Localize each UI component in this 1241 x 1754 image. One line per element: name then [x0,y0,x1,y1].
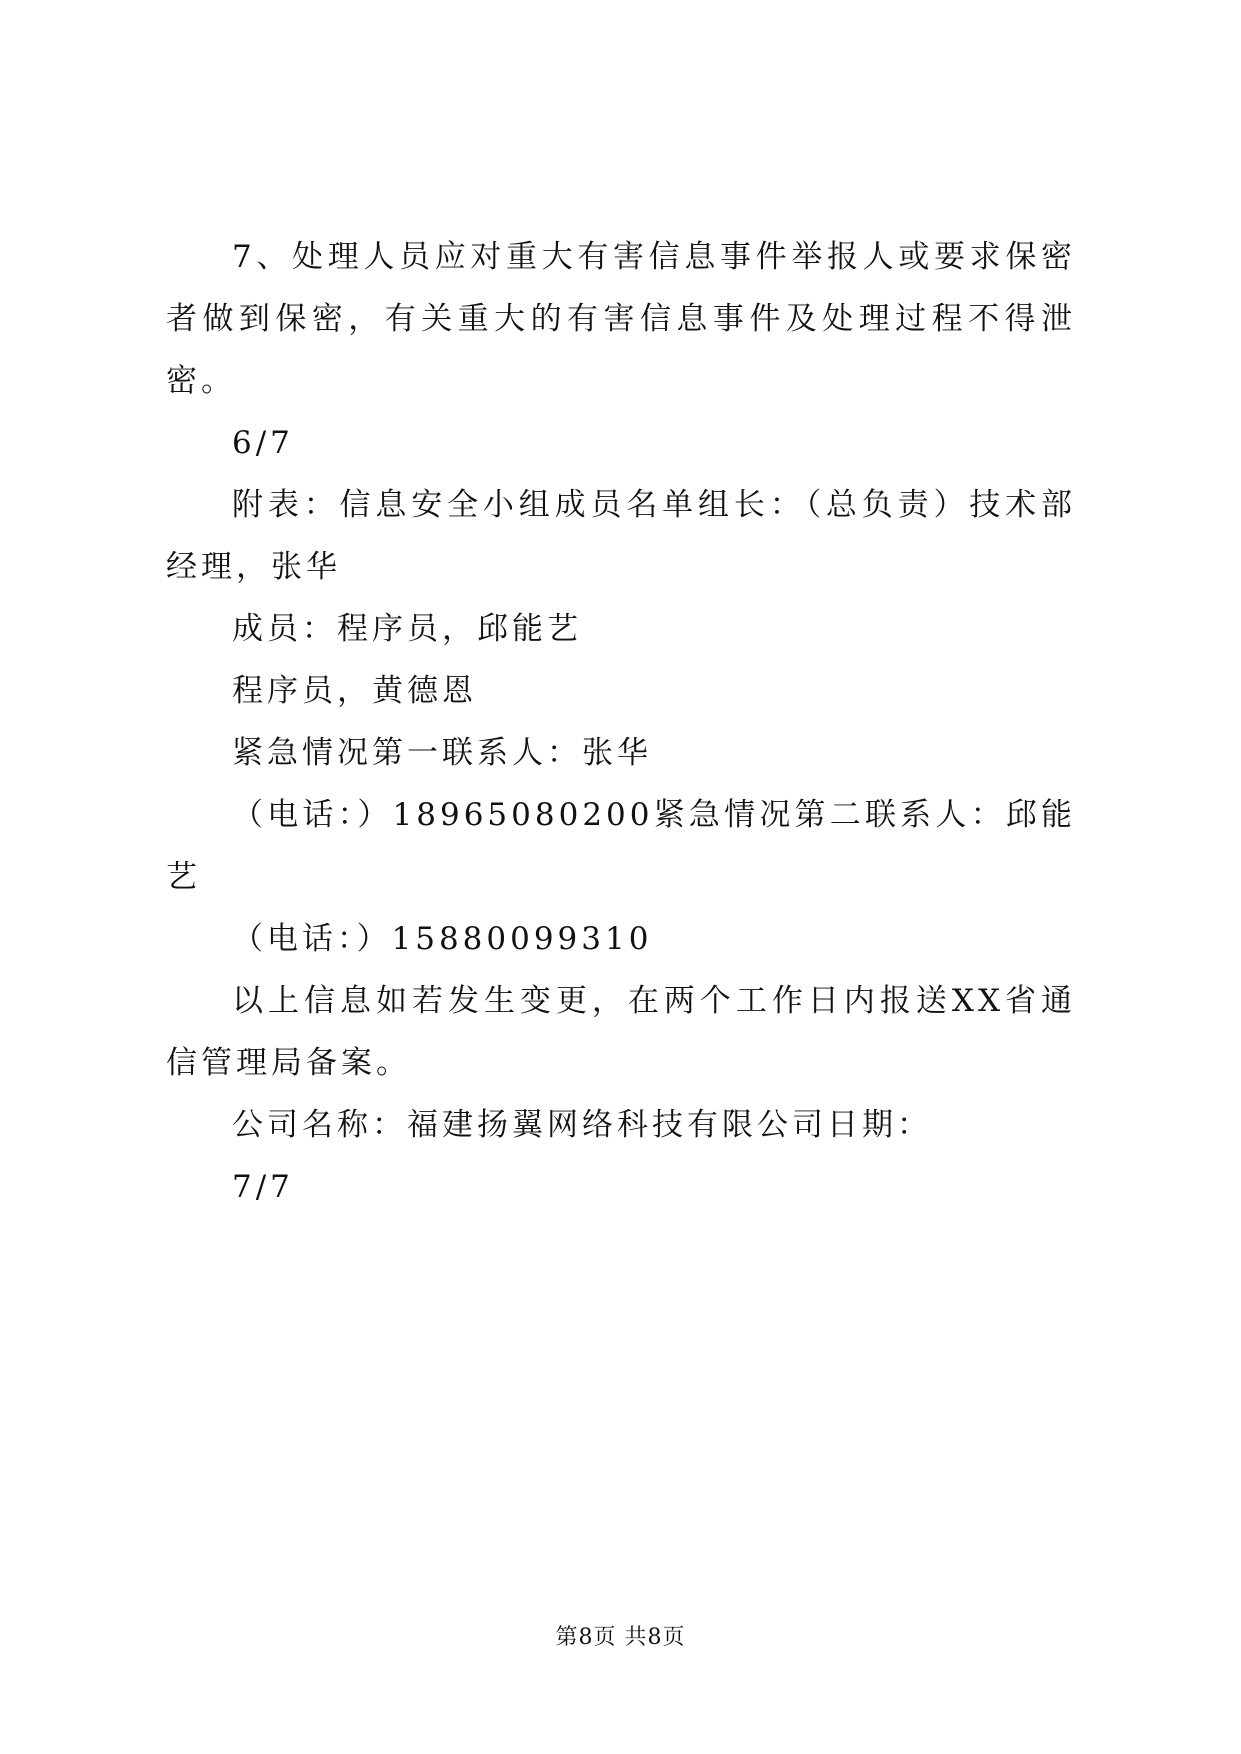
paragraph-phone-2: （电话：）15880099310 [232,921,653,957]
paragraph-phone-1: （电话：）18965080200紧急情况第二联系人：邱能艺 [166,797,1076,895]
paragraph-contact-1: 紧急情况第一联系人：张华 [232,735,652,771]
paragraph-member-1: 成员：程序员，邱能艺 [232,611,582,647]
paragraph-company-name: 公司名称：福建扬翼网络科技有限公司日期： [232,1107,932,1143]
document-body [166,226,1076,1218]
page-marker: 7/7 [232,1169,294,1205]
paragraph-change-notice: 以上信息如若发生变更，在两个工作日内报送XX省通信管理局备案。 [166,983,1076,1081]
page-marker: 6/7 [232,425,294,461]
paragraph-appendix-team: 附表：信息安全小组成员名单组长：（总负责）技术部经理，张华 [166,487,1076,585]
paragraph-confidentiality: 7、处理人员应对重大有害信息事件举报人或要求保密者做到保密，有关重大的有害信息事件及处理过程不得泄密。 [166,239,1076,399]
page-footer: 第8页 共8页 [555,1625,686,1650]
paragraph-member-2: 程序员，黄德恩 [232,673,477,709]
